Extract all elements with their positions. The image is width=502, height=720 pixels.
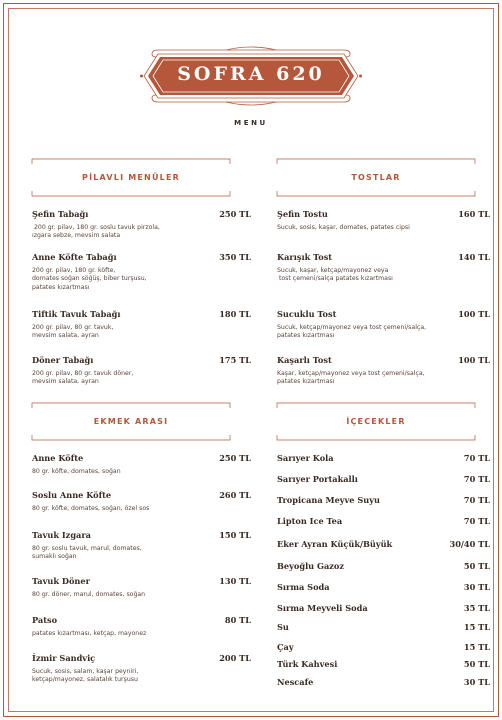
menu-item-name: Sarıyer Portakallı: [277, 474, 358, 484]
menu-item-description: patates kızartması, ketçap, mayonez: [32, 630, 147, 637]
menu-item-price: 160 TL: [458, 209, 490, 219]
menu-item-name: Beyoğlu Gazoz: [277, 561, 345, 571]
menu-item-name: Nescafe: [277, 677, 314, 687]
menu-item-name: Tavuk Izgara: [32, 530, 91, 540]
menu-item-description: 200 gr. pilav, 180 gr. köfte, domates soğan söğüş, biber turşusu, patates kızartması: [32, 267, 147, 291]
menu-item-price: 250 TL: [219, 209, 251, 219]
menu-item-price: 80 TL: [224, 615, 251, 625]
menu-item-price: 200 TL: [219, 653, 251, 663]
menu-item-price: 30 TL: [463, 677, 490, 687]
menu-item-name: Türk Kahvesi: [277, 659, 338, 669]
menu-item-name: Eker Ayran Küçük/Büyük: [277, 539, 393, 549]
menu-item-price: 140 TL: [458, 252, 490, 262]
menu-item-name: Su: [277, 622, 289, 632]
menu-item-price: 50 TL: [463, 561, 490, 571]
menu-item-name: Kaşarlı Tost: [277, 355, 332, 365]
menu-item-price: 175 TL: [219, 355, 251, 365]
menu-item-name: Şefin Tabağı: [32, 209, 89, 219]
menu-item-price: 130 TL: [219, 576, 251, 586]
menu-item-name: Sırma Meyveli Soda: [277, 603, 368, 613]
menu-item-name: Anne Köfte Tabağı: [32, 252, 117, 262]
menu-subtitle: MENU: [234, 119, 268, 127]
menu-item-price: 35 TL: [463, 603, 490, 613]
menu-item-description: Sucuk, kaşar, ketçap/mayonez veya tost çemeni/salça patates kızartması: [277, 267, 393, 283]
menu-item-name: Tropicana Meyve Suyu: [277, 495, 380, 505]
menu-item-price: 260 TL: [219, 490, 251, 500]
section-title-pilavli: PİLAVLI MENÜLER: [82, 172, 180, 182]
section-title-icecekler: İÇECEKLER: [346, 416, 406, 426]
menu-item-price: 100 TL: [458, 309, 490, 319]
menu-item-name: Şefin Tostu: [277, 209, 328, 219]
menu-item-name: Lipton Ice Tea: [277, 516, 343, 526]
brand-banner: [140, 44, 362, 108]
menu-item-description: 80 gr. köfte, domates, soğan: [32, 468, 121, 475]
menu-item-price: 100 TL: [458, 355, 490, 365]
menu-item-name: Sucuklu Tost: [277, 309, 337, 319]
menu-item-price: 15 TL: [463, 642, 490, 652]
menu-item-name: Patso: [32, 615, 58, 625]
menu-item-price: 70 TL: [463, 453, 490, 463]
menu-item-name: Döner Tabağı: [32, 355, 94, 365]
menu-item-price: 15 TL: [463, 622, 490, 632]
menu-item-name: Anne Köfte: [32, 453, 84, 463]
menu-item-description: 80 gr. köfte, domates, soğan, özel sos: [32, 505, 150, 512]
menu-item-price: 70 TL: [463, 474, 490, 484]
menu-item-price: 150 TL: [219, 530, 251, 540]
menu-item-name: İzmir Sandviç: [32, 653, 96, 663]
menu-item-name: Soslu Anne Köfte: [32, 490, 112, 500]
menu-item-name: Çay: [277, 642, 294, 652]
menu-item-price: 350 TL: [219, 252, 251, 262]
menu-item-description: Sucuk, ketçap/mayonez veya tost çemeni/salça, patates kızartması: [277, 324, 427, 340]
menu-item-description: Sucuk, sosis, kaşar, domates, patates cipsi: [277, 224, 410, 231]
menu-item-description: 200 gr. pilav, 80 gr. tavuk döner, mevsim salata, ayran: [32, 370, 134, 386]
menu-item-description: Sucuk, sosis, salam, kaşar peyniri, ketçap/mayonez, salatalık turşusu: [32, 668, 139, 684]
menu-item-description: 200 gr. pilav, 180 gr. soslu tavuk pirzola, ızgara sebze, mevsim salata: [32, 224, 160, 240]
menu-item-price: 250 TL: [219, 453, 251, 463]
brand-title: SOFRA 620: [177, 63, 325, 85]
menu-item-price: 50 TL: [463, 659, 490, 669]
menu-item-description: 80 gr. döner, marul, domates, soğan: [32, 591, 146, 598]
section-title-ekmek: EKMEK ARASI: [93, 416, 169, 426]
menu-item-price: 30 TL: [463, 582, 490, 592]
menu-item-name: Karışık Tost: [277, 252, 333, 262]
menu-item-description: Kaşar, ketçap/mayonez veya tost çemeni/salça, patates kızartması: [277, 370, 425, 386]
menu-item-name: Tiftik Tavuk Tabağı: [32, 309, 121, 319]
menu-item-price: 70 TL: [463, 516, 490, 526]
menu-item-price: 30/40 TL: [449, 539, 490, 549]
menu-item-name: Tavuk Döner: [32, 576, 90, 586]
menu-item-description: 200 gr. pilav, 80 gr. tavuk, mevsim salata, ayran: [32, 324, 114, 340]
section-title-tostlar: TOSTLAR: [351, 172, 401, 182]
menu-item-name: Sırma Soda: [277, 582, 330, 592]
menu-item-name: Sarıyer Kola: [277, 453, 334, 463]
menu-item-price: 70 TL: [463, 495, 490, 505]
menu-item-description: 80 gr. soslu tavuk, marul, domates, sumaklı soğan: [32, 545, 142, 561]
menu-item-price: 180 TL: [219, 309, 251, 319]
